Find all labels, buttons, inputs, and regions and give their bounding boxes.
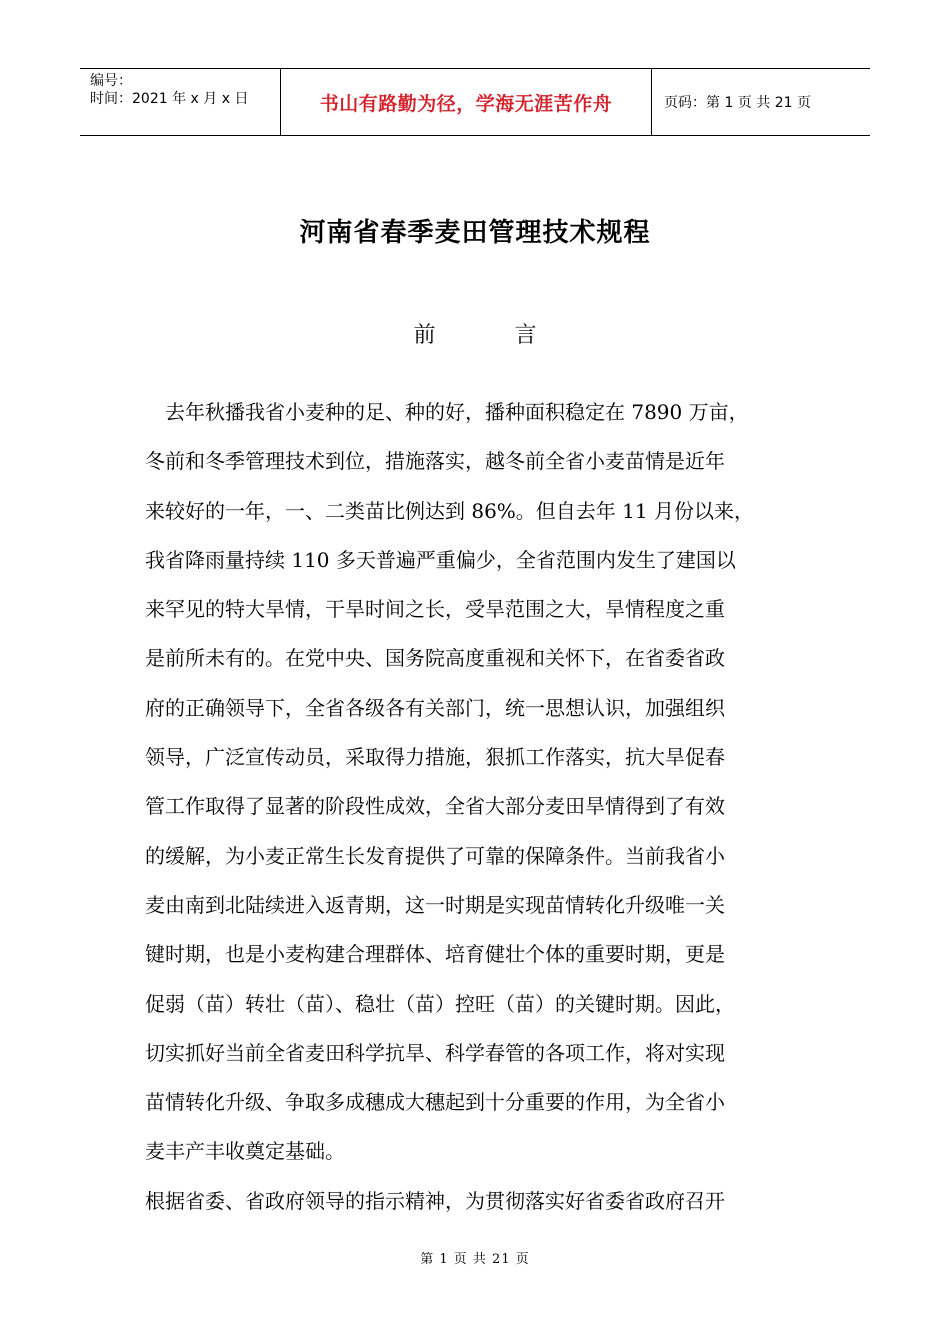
document-header [80,68,870,136]
header-meta [80,69,281,135]
text-line: 键时期，也是小麦构建合理群体、培育健壮个体的重要时期，更是 [145,942,725,967]
text-line: 管工作取得了显著的阶段性成效，全省大部分麦田旱情得到了有效 [145,794,725,819]
page-title: 河南省春季麦田管理技术规程 [299,218,651,248]
text-line: 领导，广泛宣传动员，采取得力措施，狠抓工作落实，抗大旱促春 [145,745,725,770]
header-motto: 书山有路勤为径，学海无涯苦作舟 [281,69,652,135]
text-line: 冬前和冬季管理技术到位，措施落实，越冬前全省小麦苗情是近年 [145,449,725,474]
text-line: 我省降雨量持续 110 多天普遍严重偏少，全省范围内发生了建国以 [145,547,736,572]
text-line: 是前所未有的。在党中央、国务院高度重视和关怀下，在省委省政 [145,646,725,671]
section-heading: 前 言 [413,323,573,348]
text-line: 麦丰产丰收奠定基础。 [145,1139,345,1164]
text-line: 府的正确领导下，全省各级各有关部门，统一思想认识，加强组织 [145,695,725,720]
text-line: 苗情转化升级、争取多成穗成大穗起到十分重要的作用，为全省小 [145,1090,725,1115]
number-label: 编号： [90,73,132,89]
page-footer: 第 1 页 共 21 页 [420,1252,530,1267]
text-line: 的缓解，为小麦正常生长发育提供了可靠的保障条件。当前我省小 [145,843,725,868]
text-line: 来较好的一年，一、二类苗比例达到 86%。但自去年 11 月份以来， [145,498,754,523]
document-body [145,388,825,1226]
header-page-info: 页码：第 1 页 共 21 页 [664,95,811,111]
text-line: 去年秋播我省小麦种的足、种的好，播种面积稳定在 7890 万亩， [145,400,749,424]
text-line: 来罕见的特大旱情，干旱时间之长，受旱范围之大，旱情程度之重 [145,597,725,622]
text-line: 切实抓好当前全省麦田科学抗旱、科学春管的各项工作，将对实现 [145,1040,725,1065]
time-label: 时间：2021 年 x 月 x 日 [90,91,249,107]
text-line: 麦由南到北陆续进入返青期，这一时期是实现苗情转化升级唯一关 [145,892,725,917]
text-line: 促弱（苗）转壮（苗）、稳壮（苗）控旺（苗）的关键时期。因此， [145,991,735,1016]
text-line: 根据省委、省政府领导的指示精神，为贯彻落实好省委省政府召开 [145,1188,725,1213]
